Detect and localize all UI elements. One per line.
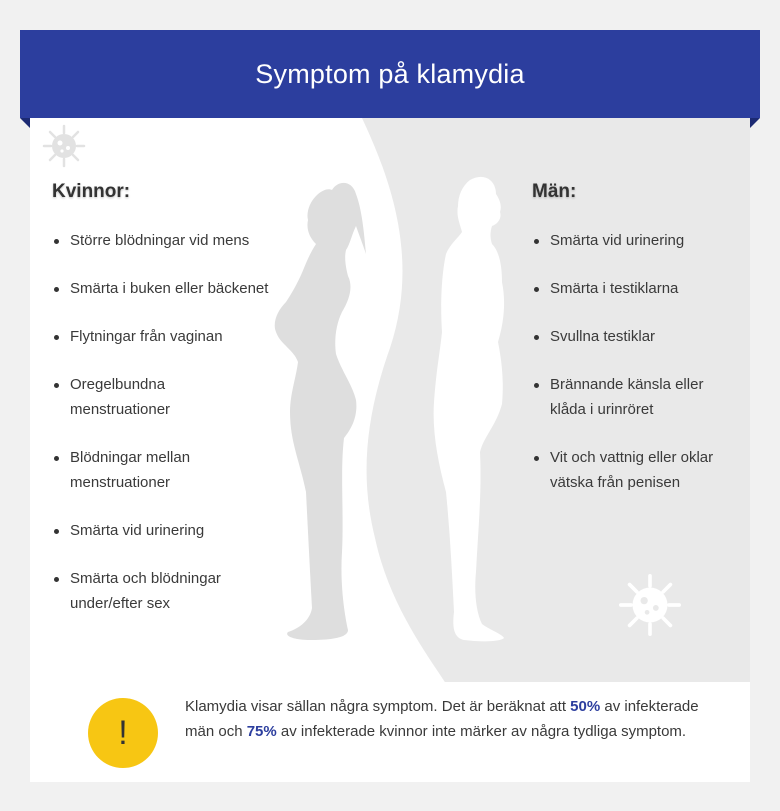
symptom-item <box>52 518 268 543</box>
symptom-line: Blödningar mellan <box>70 449 191 466</box>
header-banner <box>20 30 760 118</box>
symptom-item <box>52 372 268 422</box>
virus-icon <box>40 122 88 170</box>
symptom-item <box>52 228 268 253</box>
symptom-item <box>532 324 713 349</box>
symptom-line: Smärta vid urinering <box>550 232 685 249</box>
symptom-item <box>532 228 713 253</box>
female-silhouette-icon <box>270 172 380 644</box>
symptom-item <box>532 445 713 495</box>
virus-icon <box>615 570 685 640</box>
symptom-item <box>52 445 268 495</box>
symptom-item <box>532 372 713 422</box>
symptom-line: Smärta i buken eller bäckenet <box>70 280 269 297</box>
symptom-line: Oregelbundna <box>70 376 166 393</box>
symptom-card <box>30 118 750 690</box>
women-heading: Kvinnor: <box>52 181 131 202</box>
men-symptom-list <box>532 228 713 495</box>
symptom-line: Flytningar från vaginan <box>70 328 223 345</box>
exclamation-icon <box>88 698 158 768</box>
symptom-line: Smärta och blödningar <box>70 570 221 587</box>
info-text-part-2: av infekterade män och <box>185 698 699 740</box>
symptom-item <box>52 276 268 301</box>
men-heading: Män: <box>532 181 577 202</box>
symptom-line: Vit och vattnig eller oklar <box>550 449 714 466</box>
symptom-line: Smärta vid urinering <box>70 522 205 539</box>
symptom-line: klåda i urinröret <box>550 401 654 418</box>
symptom-line: Smärta i testiklarna <box>550 280 679 297</box>
women-symptom-list <box>52 228 268 616</box>
symptom-item <box>532 276 713 301</box>
info-text <box>185 694 725 744</box>
symptom-line: Brännande känsla eller <box>550 376 704 393</box>
symptom-line: Svullna testiklar <box>550 328 656 345</box>
stat-men-percentage: 50% <box>570 698 601 715</box>
info-text-part-3: av infekterade kvinnor inte märker av några tydliga symptom. <box>276 723 687 740</box>
banner-fold-left <box>20 118 30 128</box>
exclamation-mark: ! <box>118 714 128 752</box>
info-text-part-1: Klamydia visar sällan några symptom. Det är beräknat att <box>185 698 571 715</box>
symptom-line: menstruationer <box>70 401 171 418</box>
info-box <box>30 682 750 782</box>
male-silhouette-icon <box>430 172 540 644</box>
stat-women-percentage: 75% <box>246 723 277 740</box>
symptom-line: under/efter sex <box>70 595 171 612</box>
symptom-line: menstruationer <box>70 474 171 491</box>
banner-fold-right <box>750 118 760 128</box>
page-title: Symptom på klamydia <box>255 58 525 89</box>
symptom-item <box>52 324 268 349</box>
symptom-line: Större blödningar vid mens <box>70 232 250 249</box>
symptom-item <box>52 566 268 616</box>
symptom-line: vätska från penisen <box>550 474 681 491</box>
